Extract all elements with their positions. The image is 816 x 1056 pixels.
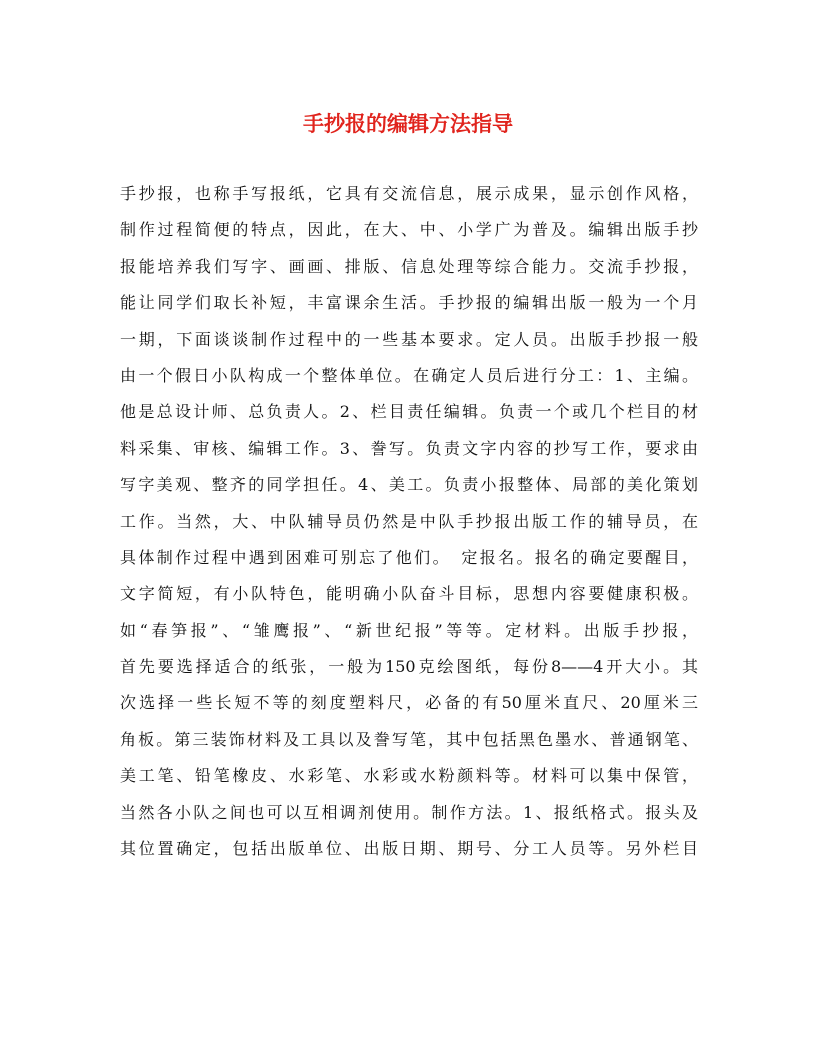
text-line: 美工笔、铅笔橡皮、水彩笔、水彩或水粉颜料等。材料可以集中保管， [120, 766, 698, 786]
text-line: 次选择一些长短不等的刻度塑料尺，必备的有50厘米直尺、20厘米三 [120, 693, 698, 713]
text-line: 他是总设计师、总负责人。2、栏目责任编辑。负责一个或几个栏目的材 [120, 402, 698, 422]
text-line: 具体制作过程中遇到困难可别忘了他们。 定报名。报名的确定要醒目， [120, 547, 698, 567]
text-line: 角板。第三装饰材料及工具以及誊写笔，其中包括黑色墨水、普通钢笔、 [120, 729, 698, 749]
text-line: 手抄报，也称手写报纸，它具有交流信息，展示成果，显示创作风格， [120, 184, 698, 203]
body-paragraph [120, 182, 698, 873]
text-line: 当然各小队之间也可以互相调剂使用。制作方法。1、报纸格式。报头及 [120, 802, 698, 822]
text-line: 如“春笋报”、“雏鹰报”、“新世纪报”等等。定材料。出版手抄报， [120, 620, 698, 640]
text-line: 首先要选择适合的纸张，一般为150克绘图纸，每份8——4开大小。其 [120, 657, 698, 677]
document-title: 手抄报的编辑方法指导 [303, 111, 513, 136]
text-line: 报能培养我们写字、画画、排版、信息处理等综合能力。交流手抄报， [120, 256, 698, 276]
text-line: 工作。当然，大、中队辅导员仍然是中队手抄报出版工作的辅导员，在 [120, 511, 698, 531]
text-line: 由一个假日小队构成一个整体单位。在确定人员后进行分工：1、主编。 [120, 365, 698, 385]
text-line: 写字美观、整齐的同学担任。4、美工。负责小报整体、局部的美化策划 [120, 475, 698, 495]
text-line: 一期，下面谈谈制作过程中的一些基本要求。定人员。出版手抄报一般 [120, 329, 698, 349]
text-line: 制作过程简便的特点，因此，在大、中、小学广为普及。编辑出版手抄 [120, 220, 698, 240]
text-line: 文字简短，有小队特色，能明确小队奋斗目标，思想内容要健康积极。 [120, 584, 698, 604]
text-line: 能让同学们取长补短，丰富课余生活。手抄报的编辑出版一般为一个月 [120, 293, 698, 313]
text-line: 其位置确定，包括出版单位、出版日期、期号、分工人员等。另外栏目 [120, 839, 698, 859]
text-line: 料采集、审核、编辑工作。3、誊写。负责文字内容的抄写工作，要求由 [120, 438, 698, 458]
